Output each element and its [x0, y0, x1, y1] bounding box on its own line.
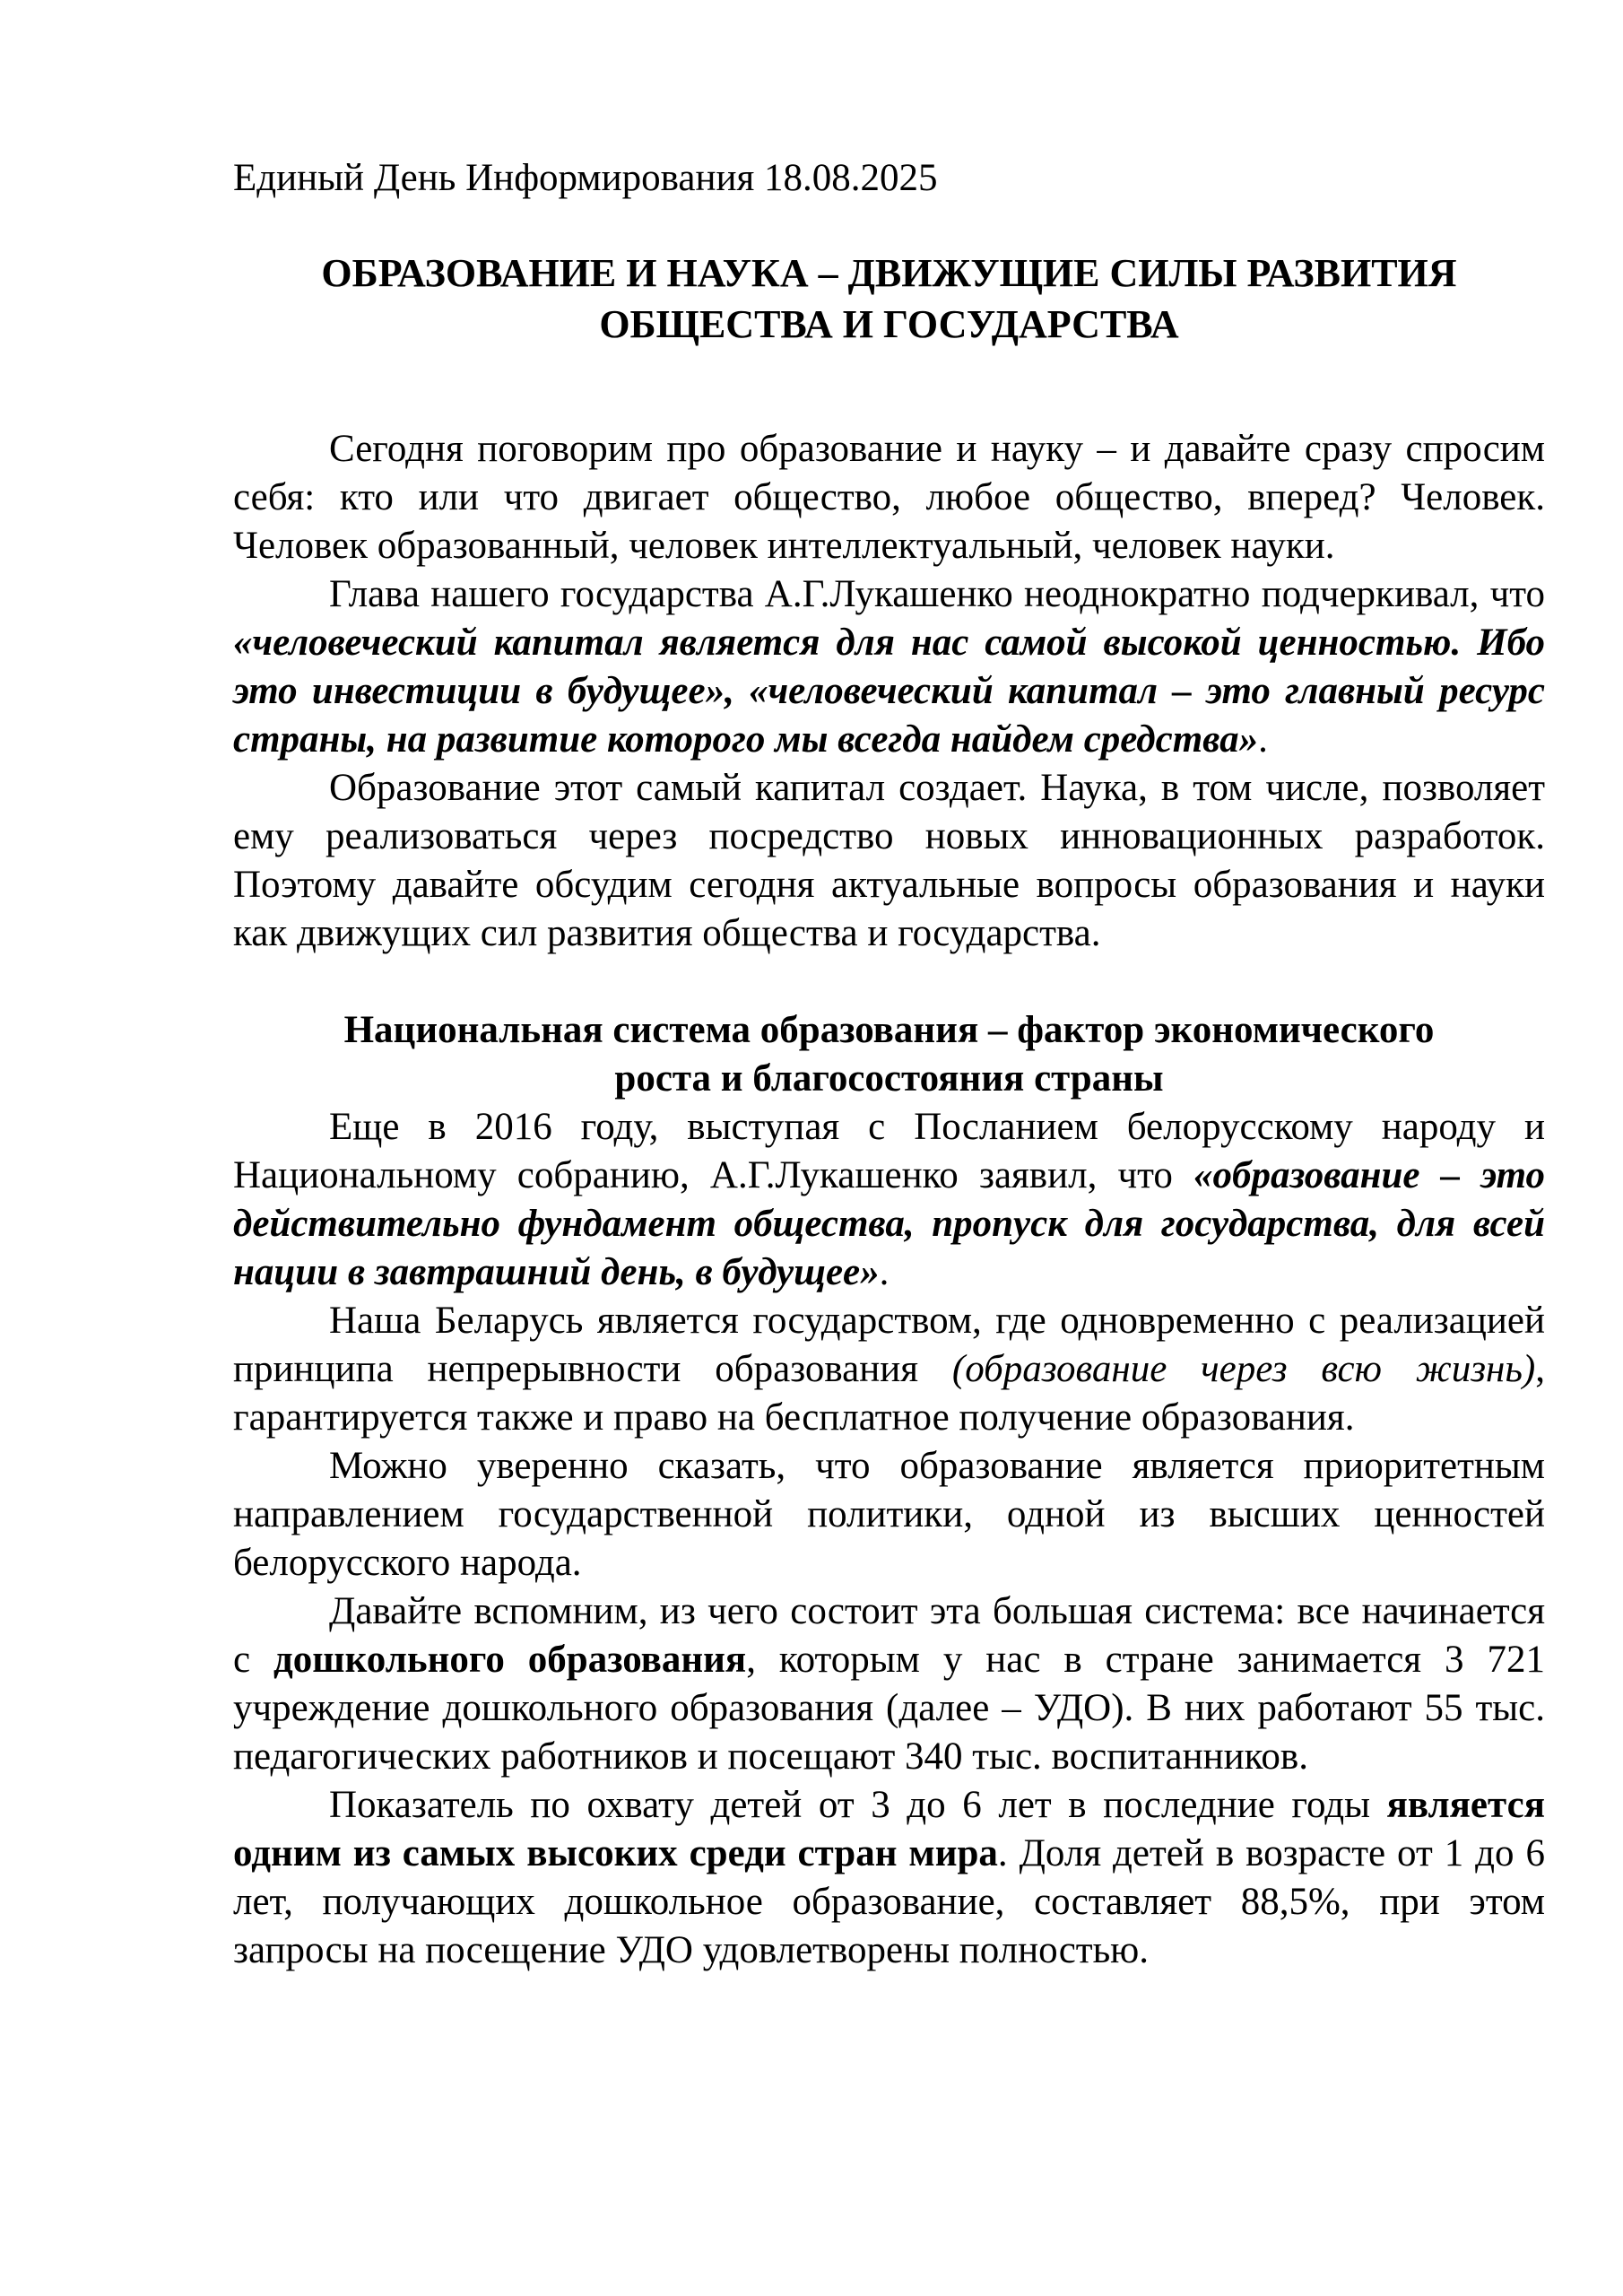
quote-bold-italic: «образование – это действительно фундамент общества, пропуск для государства, для всей нации в завтрашний день, в будущее»	[233, 1154, 1545, 1293]
section-heading	[233, 1006, 1545, 1103]
paragraph-2016-address	[233, 1103, 1545, 1297]
paragraph-lead-text: Глава нашего государства А.Г.Лукашенко неоднократно подчеркивал, что	[329, 573, 1545, 615]
quote-bold-italic: «человеческий капитал является для нас самой высокой ценностью. Ибо это инвестиции в будущее», «человеческий капитал – это главный ресурс страны, на развитие которого мы всегда найдем средства»	[233, 622, 1545, 761]
paragraph-intro: Сегодня поговорим про образование и науку – и давайте сразу спросим себя: кто или что двигает общество, любое общество, вперед? Человек. Человек образованный, человек интеллектуальный, человек науки.	[233, 428, 1545, 567]
document-body	[233, 425, 1545, 1975]
paragraph-lead-text: Наша Беларусь является государством, где одновременно с реализацией принципа непрерывности образования	[233, 1300, 1545, 1390]
paragraph-tail-text: , гарантируется также и право на бесплатное получение образования.	[233, 1348, 1545, 1439]
paragraph-state-policy-priority: Можно уверенно сказать, что образование является приоритетным направлением государственной политики, одной из высших ценностей белорусского народа.	[233, 1445, 1545, 1584]
paragraph-tail-text: . Доля детей в возрасте от 1 до 6 лет, получающих дошкольное образование, составляет 88,5%, при этом запросы на посещение УДО удовлетворены полностью.	[233, 1832, 1545, 1971]
paragraph-education-creates-capital: Образование этот самый капитал создает. Наука, в том числе, позволяет ему реализоваться через посредство новых инновационных разработок. Поэтому давайте обсудим сегодня актуальные вопросы образования и науки как движущих сил развития общества и государства.	[233, 767, 1545, 954]
emphasis-bold: дошкольного образования	[273, 1639, 747, 1681]
document-title-line-1: ОБРАЗОВАНИЕ И НАУКА – ДВИЖУЩИЕ СИЛЫ РАЗВИТИЯ	[321, 251, 1457, 295]
document-header-date-line: Единый День Информирования 18.08.2025	[233, 157, 938, 199]
parenthetical-italic: (образование через всю жизнь)	[951, 1348, 1536, 1390]
section-heading-line-1: Национальная система образования – фактор экономического	[343, 1009, 1435, 1051]
paragraph-tail-text: .	[1258, 718, 1268, 761]
paragraph-head-of-state-quote	[233, 570, 1545, 764]
paragraph-belarus-education-rights	[233, 1297, 1545, 1442]
paragraph-tail-text: , которым у нас в стране занимается 3 721 учреждение дошкольного образования (далее – УДО). В них работают 55 тыс. педагогических работников и посещают 340 тыс. воспитанников.	[233, 1639, 1545, 1778]
paragraph-coverage-indicator	[233, 1781, 1545, 1975]
paragraph-lead-text: Давайте вспомним, из чего состоит эта большая система: все начинается с	[233, 1590, 1545, 1681]
paragraph-preschool-system	[233, 1587, 1545, 1781]
document-title-line-2: ОБЩЕСТВА И ГОСУДАРСТВА	[599, 302, 1179, 346]
paragraph-tail-text: .	[879, 1251, 890, 1293]
paragraph-lead-text: Показатель по охвату детей от 3 до 6 лет в последние годы	[329, 1784, 1387, 1826]
emphasis-bold: является одним из самых высоких среди стран мира	[233, 1784, 1545, 1874]
document-title	[233, 248, 1545, 350]
paragraph-lead-text: Еще в 2016 году, выступая с Посланием белорусскому народу и Национальному собранию, А.Г.Лукашенко заявил, что	[233, 1106, 1545, 1196]
section-heading-line-2: роста и благосостояния страны	[614, 1057, 1164, 1100]
